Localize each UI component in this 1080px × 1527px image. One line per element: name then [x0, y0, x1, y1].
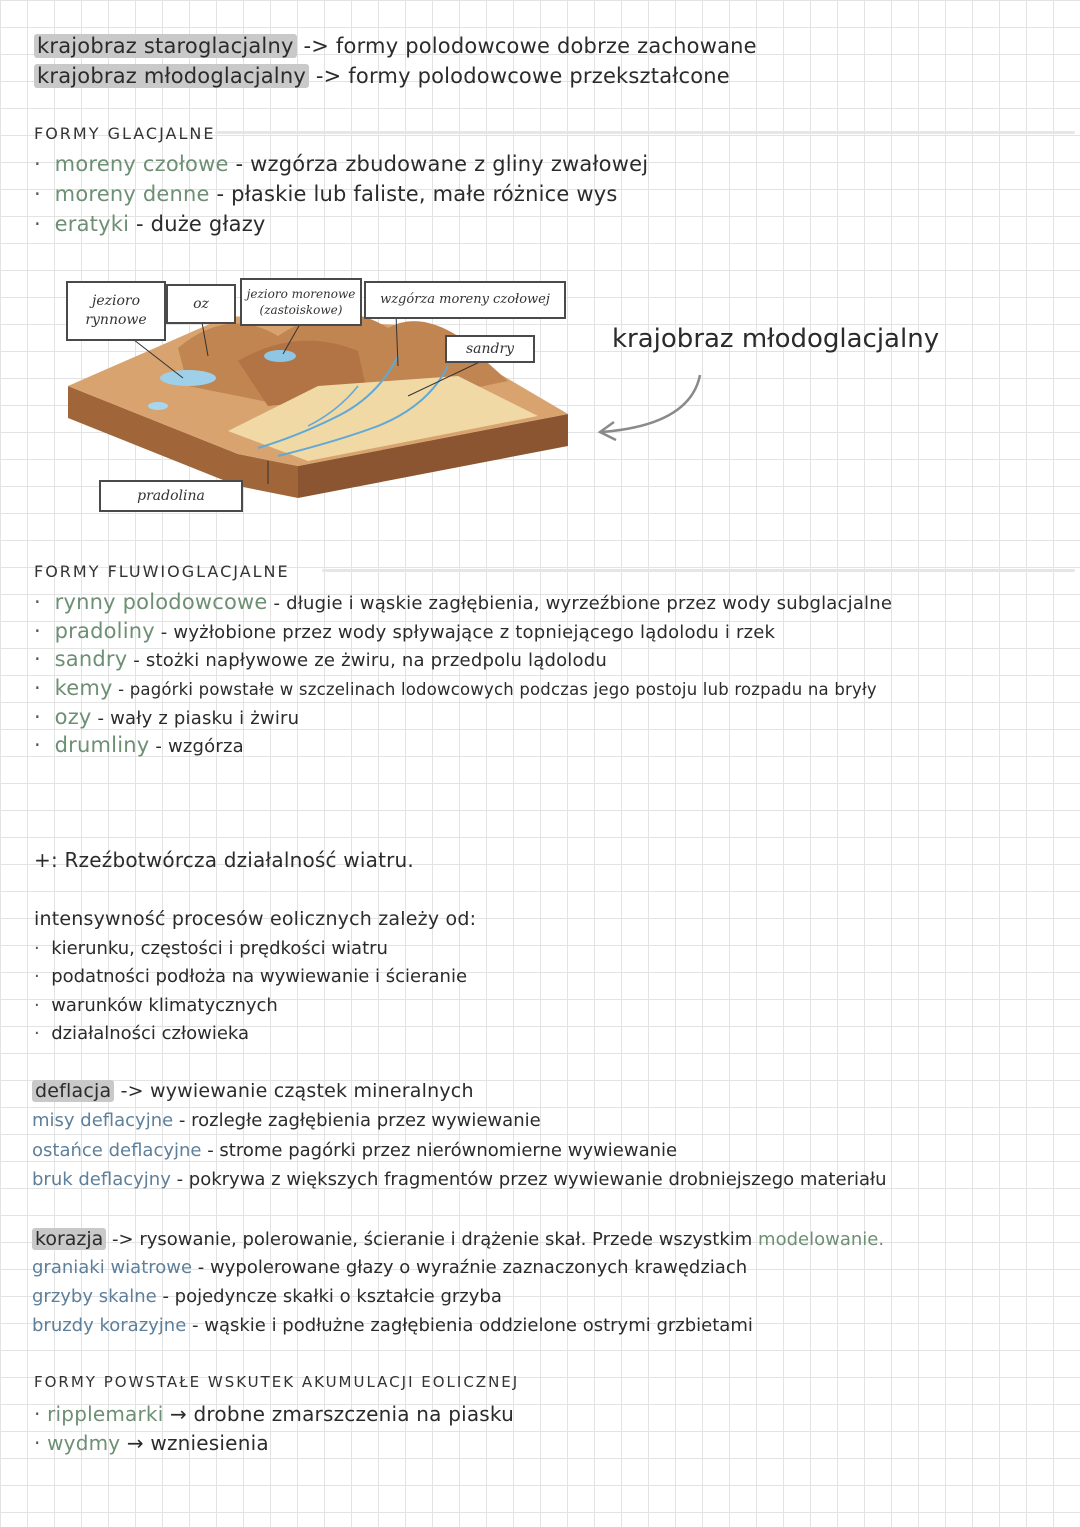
label-pradolina: pradolina: [99, 480, 243, 512]
item-desc: - duże głazy: [129, 212, 266, 236]
korazja-rest: -> rysowanie, polerowanie, ścieranie i drążenie skał. Przede wszystkim: [106, 1229, 759, 1250]
list-item: [34, 676, 877, 700]
term-mlodoglacjalny: krajobraz młodoglacjalny: [34, 64, 309, 88]
item-desc: - pojedyncze skałki o kształcie grzyba: [156, 1286, 502, 1307]
item-term: eratyki: [54, 212, 130, 236]
list-item: [34, 995, 278, 1016]
list-item: [32, 1257, 747, 1278]
bullet-icon: ·: [34, 676, 41, 700]
intro-line-1: [34, 34, 757, 58]
bullet-icon: ·: [34, 938, 40, 959]
item-text: kierunku, częstości i prędkości wiatru: [51, 938, 388, 959]
bullet-icon: ·: [34, 705, 41, 729]
item-text: działalności człowieka: [51, 1023, 250, 1044]
item-term: moreny czołowe: [54, 152, 229, 176]
item-term: pradoliny: [54, 619, 155, 643]
list-item: [34, 1402, 514, 1426]
list-item: [34, 1431, 269, 1455]
term-staroglacjalny: krajobraz staroglacjalny: [34, 34, 297, 58]
label-zastoiskowe: (zastoiskowe): [259, 303, 343, 317]
list-item: [34, 938, 388, 959]
section-title-wiatr: +: Rzeźbotwórcza działalność wiatru.: [34, 848, 414, 872]
heading-rule: [322, 569, 1075, 572]
list-item: [32, 1169, 887, 1190]
item-text: warunków klimatycznych: [51, 995, 278, 1016]
list-item: [32, 1140, 677, 1161]
list-item: [34, 1023, 249, 1044]
list-item: [32, 1315, 753, 1336]
item-term: drumliny: [54, 733, 150, 757]
item-term: wydmy: [47, 1431, 121, 1455]
bullet-icon: ·: [34, 619, 41, 643]
item-term: sandry: [54, 647, 128, 671]
curved-arrow-icon: [590, 370, 720, 450]
bullet-icon: ·: [34, 1402, 41, 1426]
intro-line-1-rest: -> formy polodowcowe dobrze zachowane: [296, 34, 757, 58]
label-sandry: sandry: [445, 335, 535, 363]
item-term: graniaki wiatrowe: [32, 1257, 193, 1278]
list-item: [34, 966, 467, 987]
item-term: bruk deflacyjny: [32, 1169, 171, 1190]
item-desc: - rozległe zagłębienia przez wywiewanie: [173, 1110, 541, 1131]
bullet-icon: ·: [34, 995, 40, 1016]
item-term: ripplemarki: [47, 1402, 164, 1426]
item-desc: - wypolerowane głazy o wyraźnie zaznaczonych krawędziach: [192, 1257, 748, 1278]
label-jezioro-rynnowe: jezioro rynnowe: [66, 281, 166, 341]
heading-fluwioglacjalne: FORMY FLUWIOGLACJALNE: [34, 562, 290, 581]
bullet-icon: ·: [34, 1023, 40, 1044]
bullet-icon: ·: [34, 966, 40, 987]
bullet-icon: ·: [34, 212, 41, 236]
item-text: podatności podłoża na wywiewanie i ścieranie: [51, 966, 468, 987]
intensywnosc-title: intensywność procesów eolicznych zależy od:: [34, 908, 477, 930]
heading-akumulacja: FORMY POWSTAŁE WSKUTEK AKUMULACJI EOLICZNEJ: [34, 1373, 520, 1391]
bullet-icon: ·: [34, 182, 41, 206]
heading-rule: [215, 131, 1075, 134]
item-term: misy deflacyjne: [32, 1110, 174, 1131]
item-term: ostańce deflacyjne: [32, 1140, 202, 1161]
item-desc: - pagórki powstałe w szczelinach lodowcowych podczas jego postoju lub rozpadu na bryły: [112, 680, 877, 699]
list-item: [34, 152, 648, 176]
list-item: [34, 705, 299, 729]
item-desc: - wzgórza zbudowane z gliny zwałowej: [228, 152, 649, 176]
deflacja-rest: -> wywiewanie cząstek mineralnych: [114, 1080, 474, 1102]
bullet-icon: ·: [34, 733, 41, 757]
label-jezioro-morenowe: [240, 278, 362, 326]
bullet-icon: ·: [34, 647, 41, 671]
bullet-icon: ·: [34, 590, 41, 614]
item-term: ozy: [54, 705, 92, 729]
list-item: [32, 1110, 541, 1131]
term-korazja: korazja: [32, 1228, 106, 1250]
item-term: rynny polodowcowe: [54, 590, 268, 614]
list-item: [32, 1286, 502, 1307]
list-item: [34, 182, 618, 206]
korazja-tail: modelowanie.: [758, 1229, 885, 1250]
item-desc: → wzniesienia: [120, 1431, 269, 1455]
intro-line-2: [34, 64, 730, 88]
diagram-caption: krajobraz młodoglacjalny: [612, 324, 940, 354]
list-item: [34, 647, 607, 671]
label-wzgorza: wzgórza moreny czołowej: [364, 281, 566, 319]
item-desc: - wzgórza: [149, 736, 244, 757]
item-desc: → drobne zmarszczenia na piasku: [163, 1402, 514, 1426]
bullet-icon: ·: [34, 152, 41, 176]
label-jezioro-morenowe-line1: jezioro morenowe: [246, 286, 356, 301]
item-desc: - strome pagórki przez nierównomierne wywiewanie: [201, 1140, 678, 1161]
item-term: bruzdy korazyjne: [32, 1315, 187, 1336]
item-desc: - długie i wąskie zagłębienia, wyrzeźbione przez wody subglacjalne: [267, 593, 893, 614]
list-item: [34, 212, 266, 236]
deflacja-line: [32, 1080, 474, 1102]
item-desc: - wały z piasku i żwiru: [91, 708, 300, 729]
list-item: [34, 733, 244, 757]
item-desc: - wyżłobione przez wody spływające z topniejącego lądolodu i rzek: [154, 622, 776, 643]
list-item: [34, 619, 775, 643]
moraine-lake: [264, 350, 296, 362]
label-oz: oz: [166, 284, 236, 324]
heading-glacjalne: FORMY GLACJALNE: [34, 124, 216, 143]
list-item: [34, 590, 892, 614]
bullet-icon: ·: [34, 1431, 41, 1455]
item-desc: - stożki napływowe ze żwiru, na przedpolu lądolodu: [127, 650, 607, 671]
ribbon-lake: [160, 370, 216, 386]
term-deflacja: deflacja: [32, 1080, 114, 1102]
korazja-line: [32, 1228, 884, 1250]
item-desc: - wąskie i podłużne zagłębienia oddzielone ostrymi grzbietami: [186, 1315, 753, 1336]
item-desc: - płaskie lub faliste, małe różnice wys: [209, 182, 618, 206]
item-term: grzyby skalne: [32, 1286, 157, 1307]
small-lake: [148, 402, 168, 410]
intro-line-2-rest: -> formy polodowcowe przekształcone: [308, 64, 730, 88]
item-term: kemy: [54, 676, 113, 700]
item-desc: - pokrywa z większych fragmentów przez wywiewanie drobniejszego materiału: [170, 1169, 887, 1190]
item-term: moreny denne: [54, 182, 210, 206]
